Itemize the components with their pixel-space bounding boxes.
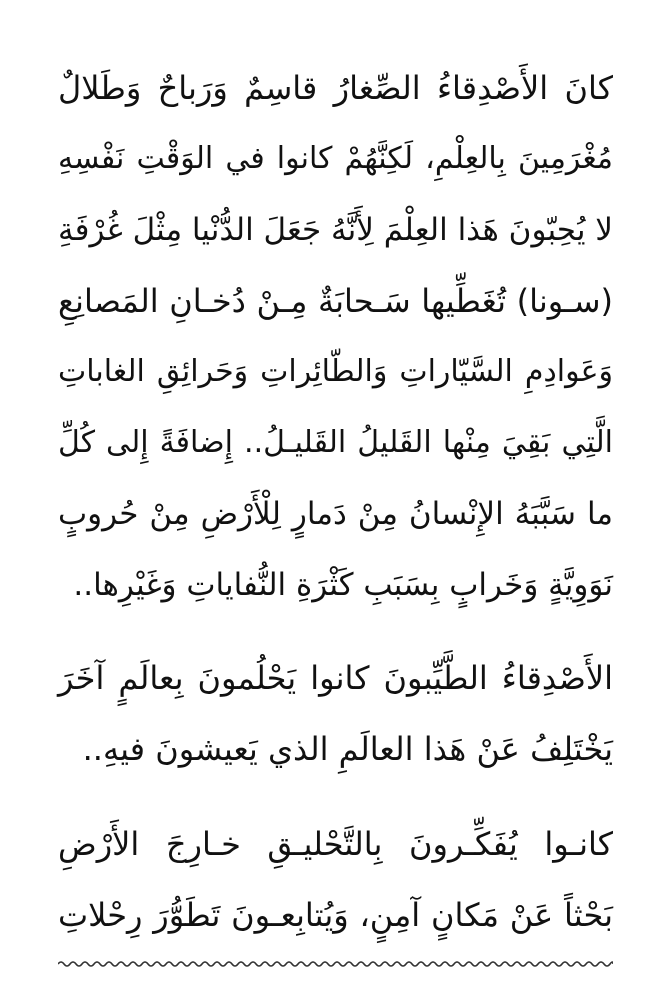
- paragraph-1-line-1: كانَ الأَصْدِقاءُ الصِّغارُ قاسِمٌ وَرَباحٌ وَطَلالٌ: [58, 69, 613, 107]
- paragraph-3-line-2: بَحْثاً عَنْ مَكانٍ آمِنٍ، وَيُتابِعـونَ تَطَوُّرَ رِحْلاتِ: [58, 896, 613, 934]
- paragraph-1-line-2: مُغْرَمِينَ بِالعِلْمِ، لَكِنَّهُمْ كانوا في الوَقْتِ نَفْسِهِ: [58, 141, 613, 176]
- paragraph-3-line-1: كانـوا يُفَكِّـرونَ بِالتَّحْليـقِ خـارِجَ الأَرْضِ: [58, 825, 613, 863]
- paragraph-2-line-2: يَخْتَلِفُ عَنْ هَذا العالَمِ الذي يَعيشونَ فيهِ..: [82, 730, 613, 768]
- paragraph-1-line-5: وَعَوادِمِ السَّيّاراتِ وَالطّائِراتِ وَحَرائِقِ الغاباتِ: [58, 354, 613, 389]
- paragraph-1-line-3: لا يُحِبّونَ هَذا العِلْمَ لِأَنَّهُ جَعَلَ الدُّنْيا مِثْلَ غُرْفَةِ: [58, 212, 613, 248]
- paragraph-1-line-7: ما سَبَّبَهُ الإِنْسانُ مِنْ دَمارٍ لِلْأَرْضِ مِنْ حُروبٍ: [58, 496, 613, 532]
- paragraph-1-line-8: نَوَوِيَّةٍ وَخَرابٍ بِسَبَبِ كَثْرَةِ النُّفاياتِ وَغَيْرِها..: [73, 567, 613, 603]
- paragraph-1-line-6: الَّتِي بَقِيَ مِنْها القَليلُ القَليـلُ.. إِضافَةً إِلى كُلِّ: [58, 425, 613, 460]
- wavy-divider: [58, 960, 613, 968]
- paragraph-2-line-1: الأَصْدِقاءُ الطَّيِّبونَ كانوا يَحْلُمونَ بِعالَمٍ آخَرَ: [58, 659, 613, 697]
- paragraph-1-line-4: (سـونا) تُغَطِّيها سَـحابَةٌ مِـنْ دُخـانِ المَصانِعِ: [58, 282, 613, 320]
